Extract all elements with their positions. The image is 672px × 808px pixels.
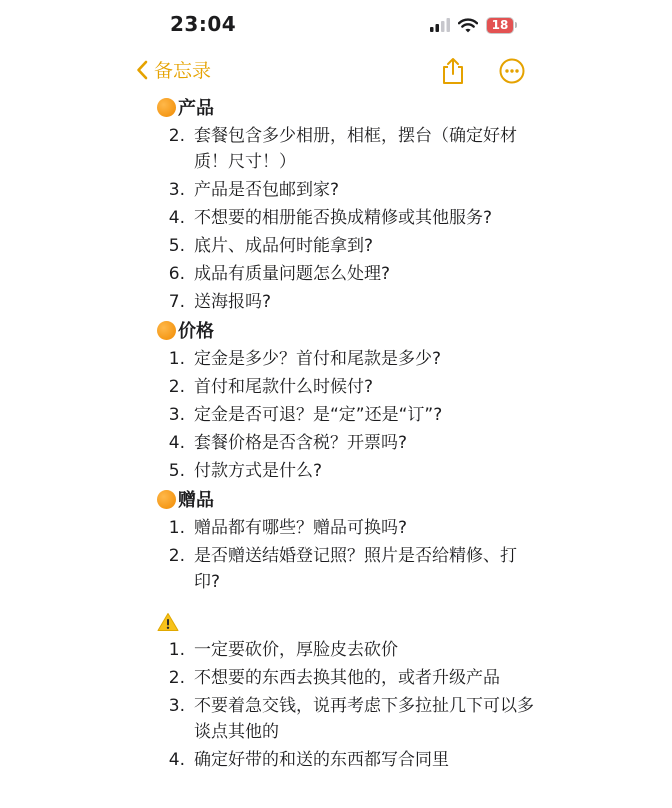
- list-text: 送海报吗?: [194, 292, 272, 312]
- product-list: [157, 123, 537, 315]
- section-title-text: 价格: [178, 321, 214, 342]
- tips-list: [157, 637, 537, 773]
- list-item: [157, 123, 537, 175]
- status-time: 23:04: [170, 12, 237, 36]
- list-number: 2.: [168, 377, 185, 397]
- status-bar: [0, 0, 672, 52]
- chevron-left-icon: [136, 60, 148, 80]
- list-text: 确定好带的和送的东西都写合同里: [194, 750, 449, 770]
- gifts-list: [157, 515, 537, 595]
- share-button[interactable]: [440, 56, 466, 90]
- section-title-warning: [157, 607, 537, 637]
- section-title-text: 产品: [178, 98, 214, 119]
- price-list: [157, 346, 537, 484]
- section-title-gifts: [157, 486, 537, 512]
- list-text: 不想要的东西去换其他的，或者升级产品: [194, 668, 500, 688]
- list-text: 赠品都有哪些？赠品可换吗?: [194, 518, 408, 538]
- navigation-bar: [0, 52, 672, 92]
- list-text: 定金是多少？首付和尾款是多少?: [194, 349, 442, 369]
- list-item: [157, 289, 537, 315]
- list-number: 4.: [168, 433, 185, 453]
- list-item: [157, 177, 537, 203]
- list-item: [157, 430, 537, 456]
- list-text: 一定要砍价，厚脸皮去砍价: [194, 640, 398, 660]
- orange-circle-icon: [157, 321, 176, 340]
- section-title-product: [157, 94, 537, 120]
- cellular-signal-icon: [430, 18, 450, 32]
- list-item: [157, 233, 537, 259]
- list-item: [157, 747, 537, 773]
- list-item: [157, 205, 537, 231]
- list-number: 7.: [168, 292, 185, 312]
- list-number: 4.: [168, 208, 185, 228]
- status-icons: [430, 14, 517, 36]
- list-item: [157, 346, 537, 372]
- note-body[interactable]: [157, 94, 537, 775]
- list-number: 1.: [168, 349, 185, 369]
- back-button[interactable]: [136, 56, 211, 83]
- list-number: 3.: [168, 696, 185, 716]
- section-title-text: 赠品: [178, 490, 214, 511]
- wifi-icon: [458, 18, 478, 33]
- list-number: 1.: [168, 518, 185, 538]
- battery-tip: [515, 22, 517, 28]
- more-icon: [499, 58, 525, 84]
- list-number: 3.: [168, 405, 185, 425]
- list-text: 套餐价格是否含税？开票吗?: [194, 433, 408, 453]
- back-label: 备忘录: [154, 60, 212, 82]
- list-number: 5.: [168, 236, 185, 256]
- orange-circle-icon: [157, 98, 176, 117]
- list-item: [157, 515, 537, 541]
- list-item: [157, 374, 537, 400]
- list-text: 不要着急交钱，说再考虑下多拉扯几下可以多谈点其他的: [194, 696, 534, 742]
- orange-circle-icon: [157, 490, 176, 509]
- list-text: 定金是否可退？是“定”还是“订”?: [194, 405, 443, 425]
- list-number: 1.: [168, 640, 185, 660]
- list-text: 是否赠送结婚登记照？照片是否给精修、打印?: [194, 546, 517, 592]
- list-text: 付款方式是什么?: [194, 461, 323, 481]
- list-number: 5.: [168, 461, 185, 481]
- list-number: 2.: [168, 126, 185, 146]
- list-number: 2.: [168, 668, 185, 688]
- list-number: 6.: [168, 264, 185, 284]
- list-item: [157, 261, 537, 287]
- warning-icon: [157, 612, 179, 632]
- list-text: 底片、成品何时能拿到?: [194, 236, 374, 256]
- list-item: [157, 693, 537, 745]
- list-item: [157, 402, 537, 428]
- list-text: 成品有质量问题怎么处理?: [194, 264, 391, 284]
- list-text: 首付和尾款什么时候付?: [194, 377, 374, 397]
- list-item: [157, 665, 537, 691]
- list-number: 4.: [168, 750, 185, 770]
- share-icon: [440, 56, 466, 86]
- list-item: [157, 458, 537, 484]
- list-number: 3.: [168, 180, 185, 200]
- list-item: [157, 543, 537, 595]
- battery-indicator: [486, 17, 517, 34]
- list-number: 2.: [168, 546, 185, 566]
- list-text: 产品是否包邮到家?: [194, 180, 340, 200]
- list-text: 套餐包含多少相册，相框，摆台（确定好材质！尺寸！）: [194, 126, 517, 172]
- battery-level: 18: [486, 17, 514, 34]
- list-item: [157, 637, 537, 663]
- more-options-button[interactable]: [499, 58, 525, 88]
- list-text: 不想要的相册能否换成精修或其他服务?: [194, 208, 493, 228]
- section-title-price: [157, 317, 537, 343]
